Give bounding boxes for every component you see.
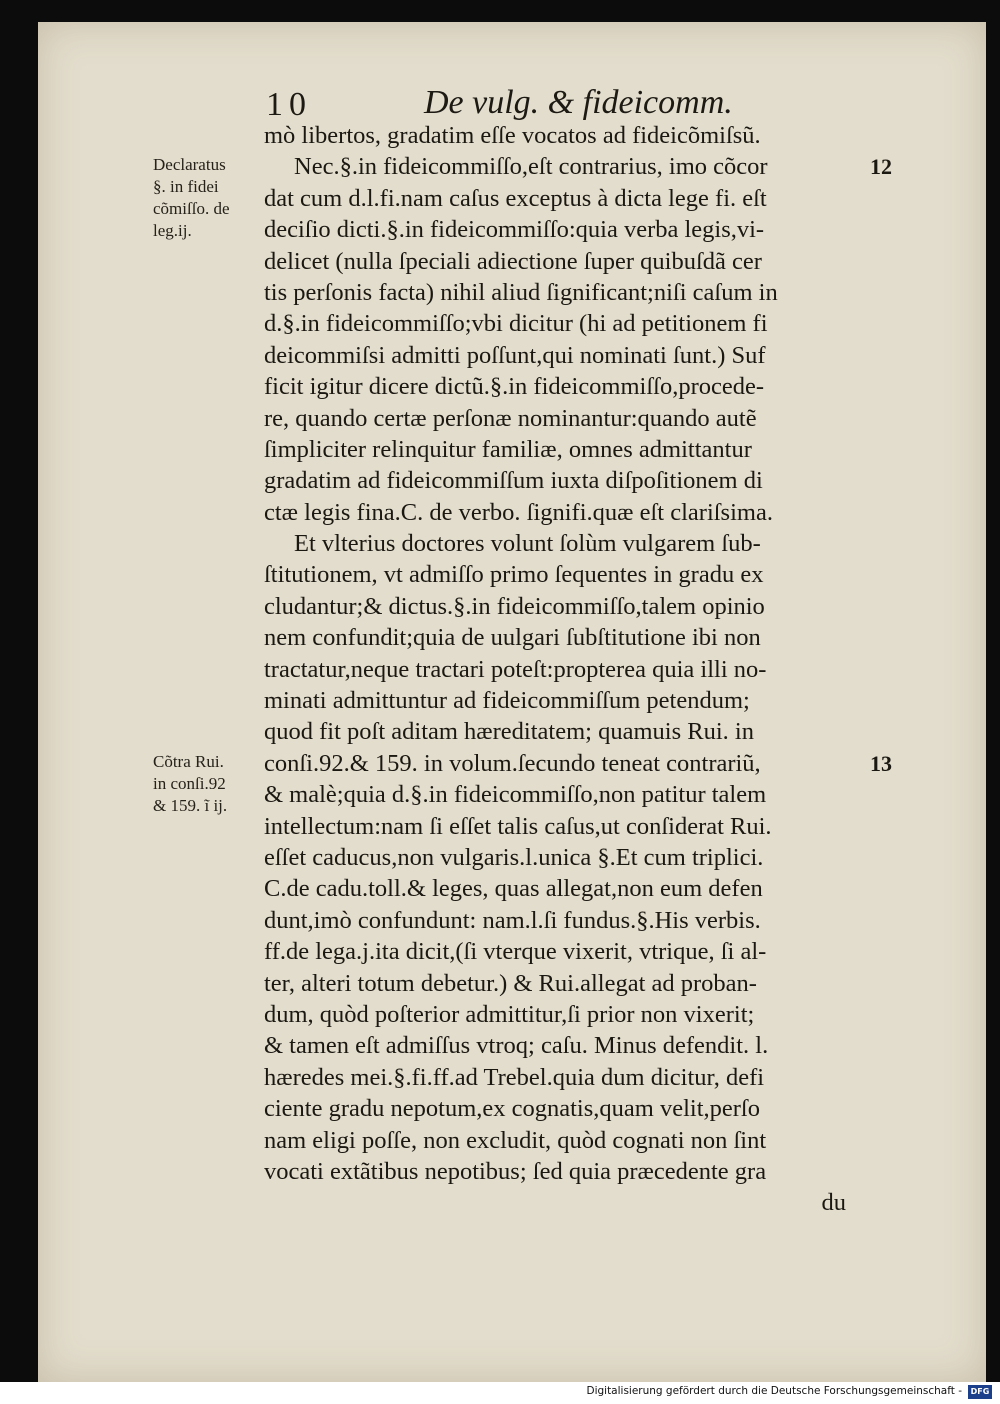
text-line: C.de cadu.toll.& leges, quas allegat,non eum defen: [264, 875, 763, 903]
funding-credit: Digitalisierung gefördert durch die Deutsche Forschungsgemeinschaft -: [586, 1385, 962, 1397]
running-title: De vulg. & fideicomm.: [424, 84, 733, 121]
text-line: hæredes mei.§.fi.ff.ad Trebel.quia dum dicitur, defi: [264, 1063, 765, 1091]
text-line: eſſet caducus,non vulgaris.l.unica §.Et cum triplici.: [264, 843, 764, 871]
text-line: dum, quòd poſterior admittitur,ſi prior non vixerit;: [264, 1000, 755, 1028]
page-header: [262, 84, 882, 124]
text-line: delicet (nulla ſpeciali adiectione ſuper quibuſdã cer: [264, 247, 762, 275]
text-line: deciſio dicti.§.in fideicommiſſo:quia verba legis,vi-: [264, 216, 765, 244]
text-line: conſi.92.& 159. in volum.ſecundo teneat contrariũ,: [264, 749, 761, 777]
text-line: minati admittuntur ad fideicommiſſum petendum;: [264, 687, 750, 715]
marginal-note-line: in conſi.92: [153, 774, 226, 793]
text-line: dunt,imò confundunt: nam.l.ſi fundus.§.His verbis.: [264, 906, 761, 934]
text-line: deicommiſsi admitti poſſunt,qui nominati ſunt.) Suf: [264, 341, 766, 369]
text-line: ciente gradu nepotum,ex cognatis,quam velit,perſo: [264, 1095, 760, 1123]
text-line: nem confundit;quia de uulgari ſubſtitutione ibi non: [264, 624, 761, 652]
text-line: re, quando certæ perſonæ nominantur:quando autẽ: [264, 404, 757, 432]
text-line: mò libertos, gradatim eſſe vocatos ad fideicõmiſsũ.: [264, 122, 761, 149]
marginal-note-line: leg.ij.: [153, 221, 192, 241]
text-line: du: [821, 1189, 846, 1217]
text-line: vocati extãtibus nepotibus; ſed quia præcedente gra: [264, 1157, 767, 1185]
text-line: ter, alteri totum debetur.) & Rui.allegat ad proban-: [264, 969, 757, 997]
text-line: ficit igitur dicere dictũ.§.in fideicommiſſo,procede-: [264, 373, 765, 401]
text-line: gradatim ad fideicommiſſum iuxta diſpoſitionem di: [264, 467, 763, 495]
body-text: [264, 120, 876, 1219]
text-line: d.§.in fideicommiſſo;vbi dicitur (hi ad petitionem fi: [264, 310, 768, 338]
text-line: ſtitutionem, vt admiſſo primo ſequentes in gradu ex: [264, 561, 764, 589]
text-line: nam eligi poſſe, non excludit, quòd cognati non ſint: [264, 1126, 767, 1154]
marginal-note-line: cõmiſſo. de: [153, 199, 230, 219]
page-number: 10: [266, 86, 312, 123]
text-line: intellectum:nam ſi eſſet talis caſus,ut conſiderat Rui.: [264, 812, 772, 840]
text-line: Et vlterius doctores volunt ſolùm vulgarem ſub-: [294, 530, 761, 558]
text-line: & malè;quia d.§.in fideicommiſſo,non patitur talem: [264, 781, 767, 809]
text-line: quod fit poſt aditam hæreditatem; quamuis Rui. in: [264, 718, 754, 746]
text-line: tis perſonis facta) nihil aliud ſignificant;niſi caſum in: [264, 278, 778, 306]
dfg-logo: DFG: [968, 1385, 992, 1399]
line-number: 12: [870, 154, 892, 180]
text-line: ctæ legis fina.C. de verbo. ſignifi.quæ eſt clariſsima.: [264, 498, 773, 526]
marginal-note-line: & 159. ĩ ij.: [153, 796, 228, 815]
text-line: dat cum d.l.fi.nam caſus exceptus à dicta lege fi. eſt: [264, 184, 767, 212]
marginal-note: [153, 751, 263, 817]
text-line: ff.de lega.j.ita dicit,(ſi vterque vixerit, vtrique, ſi al-: [264, 938, 767, 966]
line-number: 13: [870, 751, 892, 776]
text-line: & tamen eſt admiſſus vtroq; caſu. Minus defendit. l.: [264, 1032, 769, 1060]
text-line: cludantur;& dictus.§.in fideicommiſſo,talem opinio: [264, 592, 765, 620]
text-line: ſimpliciter relinquitur familiæ, omnes admittantur: [264, 435, 752, 463]
footer-bar: [0, 1382, 1000, 1404]
text-line: tractatur,neque tractari poteſt:propterea quia illi no-: [264, 655, 767, 683]
text-line: Nec.§.in fideicommiſſo,eſt contrarius, imo cõcor: [294, 153, 768, 181]
marginal-note-line: Declaratus: [153, 155, 226, 175]
marginal-note: [153, 154, 263, 242]
marginal-note-line: §. in fidei: [153, 177, 219, 197]
marginal-note-line: Cõtra Rui.: [153, 752, 224, 771]
